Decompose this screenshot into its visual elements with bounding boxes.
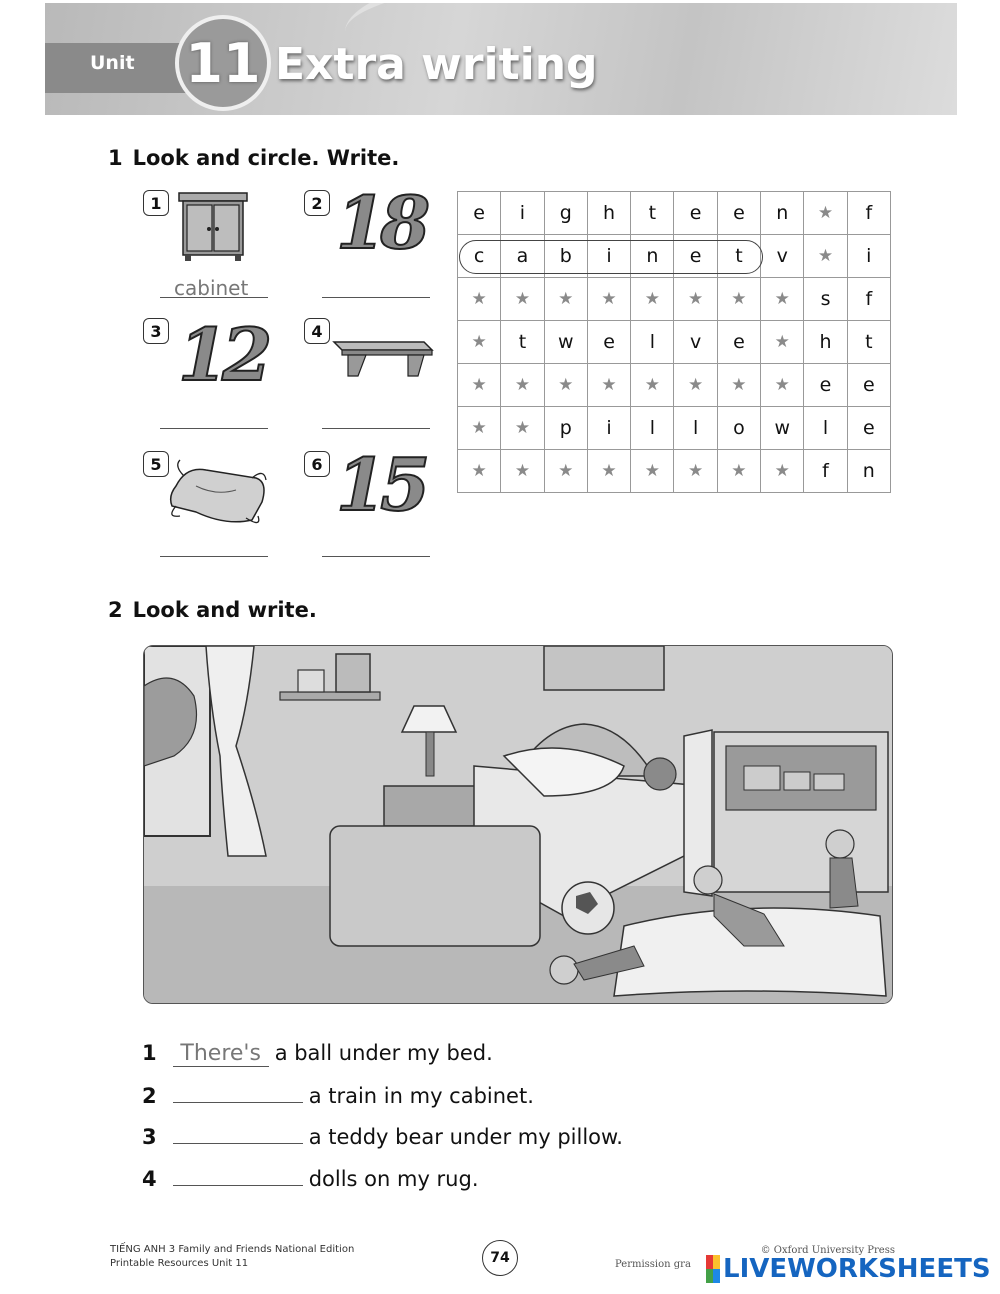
exercise1-number: 1 — [108, 146, 123, 170]
item-6-badge: 6 — [304, 451, 330, 477]
grid-star-cell: ★ — [761, 364, 804, 407]
grid-letter-cell[interactable]: h — [587, 192, 630, 235]
grid-row — [458, 407, 891, 450]
grid-row — [458, 192, 891, 235]
sentence-1-answer[interactable]: There's — [173, 1041, 269, 1067]
doll-1 — [694, 866, 722, 894]
grid-letter-cell[interactable]: e — [717, 192, 760, 235]
grid-star-cell: ★ — [674, 278, 717, 321]
grid-star-cell: ★ — [631, 278, 674, 321]
grid-star-cell: ★ — [587, 364, 630, 407]
grid-letter-cell[interactable]: e — [847, 407, 890, 450]
exercise2-instruction: Look and write. — [132, 598, 317, 622]
grid-star-cell: ★ — [717, 278, 760, 321]
grid-star-cell: ★ — [501, 407, 544, 450]
grid-letter-cell[interactable]: b — [544, 235, 587, 278]
grid-letter-cell[interactable]: i — [587, 407, 630, 450]
item-5-answer-line[interactable] — [160, 556, 268, 557]
number-12-image: 12 — [178, 312, 267, 397]
grid-letter-cell[interactable]: p — [544, 407, 587, 450]
header-banner — [45, 3, 957, 115]
item-2-answer-line[interactable] — [322, 297, 430, 298]
grid-row — [458, 321, 891, 364]
grid-letter-cell[interactable]: e — [717, 321, 760, 364]
grid-star-cell: ★ — [458, 450, 501, 493]
grid-star-cell: ★ — [458, 407, 501, 450]
cabinet-icon — [175, 191, 251, 263]
sentence-4-number: 4 — [142, 1167, 157, 1191]
grid-letter-cell[interactable]: l — [804, 407, 847, 450]
grid-star-cell: ★ — [501, 278, 544, 321]
exercise1-instruction: Look and circle. Write. — [132, 146, 400, 170]
page-number: 74 — [482, 1240, 518, 1276]
grid-star-cell: ★ — [804, 192, 847, 235]
grid-star-cell: ★ — [674, 364, 717, 407]
grid-letter-cell[interactable]: v — [761, 235, 804, 278]
grid-letter-cell[interactable]: e — [804, 364, 847, 407]
grid-letter-cell[interactable]: v — [674, 321, 717, 364]
grid-star-cell: ★ — [717, 364, 760, 407]
grid-row — [458, 278, 891, 321]
permission-text: Permission gra — [615, 1259, 691, 1270]
grid-row — [458, 450, 891, 493]
page-title: Extra writing — [275, 39, 598, 90]
grid-letter-cell[interactable]: e — [458, 192, 501, 235]
unit-number: 11 — [175, 15, 271, 111]
grid-letter-cell[interactable]: i — [587, 235, 630, 278]
liveworksheets-icon — [706, 1255, 720, 1283]
grid-letter-cell[interactable]: a — [501, 235, 544, 278]
sentence-2-number: 2 — [142, 1084, 157, 1108]
grid-star-cell: ★ — [761, 450, 804, 493]
grid-star-cell: ★ — [501, 450, 544, 493]
grid-star-cell: ★ — [544, 364, 587, 407]
item-4-answer-line[interactable] — [322, 428, 430, 429]
bedroom-illustration — [143, 645, 893, 1004]
grid-row — [458, 364, 891, 407]
grid-letter-cell[interactable]: t — [847, 321, 890, 364]
sentence-3-blank[interactable] — [173, 1125, 303, 1144]
grid-letter-cell[interactable]: t — [717, 235, 760, 278]
footer-credits — [110, 1243, 354, 1271]
grid-letter-cell[interactable]: w — [761, 407, 804, 450]
item-3-answer-line[interactable] — [160, 428, 268, 429]
unit-label: Unit — [90, 52, 135, 74]
sentence-2 — [142, 1084, 534, 1108]
sentence-3-text: a teddy bear under my pillow. — [308, 1125, 623, 1149]
bedroom-drawing — [144, 646, 892, 1003]
grid-star-cell: ★ — [804, 235, 847, 278]
grid-letter-cell[interactable]: o — [717, 407, 760, 450]
grid-letter-cell[interactable]: e — [587, 321, 630, 364]
item-4-badge: 4 — [304, 318, 330, 344]
sentence-1 — [142, 1041, 493, 1067]
grid-letter-cell[interactable]: l — [674, 407, 717, 450]
sentence-3-number: 3 — [142, 1125, 157, 1149]
grid-star-cell: ★ — [631, 450, 674, 493]
sentence-2-text: a train in my cabinet. — [308, 1084, 534, 1108]
grid-letter-cell[interactable]: s — [804, 278, 847, 321]
item-5-badge: 5 — [143, 451, 169, 477]
grid-letter-cell[interactable]: f — [847, 278, 890, 321]
grid-letter-cell[interactable]: n — [761, 192, 804, 235]
item-6-answer-line[interactable] — [322, 556, 430, 557]
grid-letter-cell[interactable]: i — [501, 192, 544, 235]
grid-star-cell: ★ — [587, 450, 630, 493]
sentence-4-blank[interactable] — [173, 1167, 303, 1186]
grid-star-cell: ★ — [587, 278, 630, 321]
grid-letter-cell[interactable]: c — [458, 235, 501, 278]
grid-star-cell: ★ — [717, 450, 760, 493]
word-search-grid[interactable] — [457, 191, 891, 493]
grid-letter-cell[interactable]: l — [631, 407, 674, 450]
number-15-image: 15 — [336, 442, 425, 527]
sentence-4-text: dolls on my rug. — [308, 1167, 479, 1191]
grid-letter-cell[interactable]: f — [804, 450, 847, 493]
sentence-3 — [142, 1125, 623, 1149]
grid-letter-cell[interactable]: f — [847, 192, 890, 235]
grid-letter-cell[interactable]: i — [847, 235, 890, 278]
sentence-1-number: 1 — [142, 1041, 157, 1065]
grid-letter-cell[interactable]: n — [847, 450, 890, 493]
grid-star-cell: ★ — [458, 321, 501, 364]
grid-star-cell: ★ — [458, 364, 501, 407]
bed-footboard — [330, 826, 540, 946]
exercise2-number: 2 — [108, 598, 123, 622]
grid-star-cell: ★ — [631, 364, 674, 407]
toy-train — [814, 774, 844, 790]
grid-star-cell: ★ — [674, 450, 717, 493]
liveworksheets-logo[interactable] — [706, 1254, 991, 1284]
grid-letter-cell[interactable]: t — [501, 321, 544, 364]
item-2-badge: 2 — [304, 190, 330, 216]
liveworksheets-brand: LIVEWORKSHEETS — [723, 1254, 991, 1284]
circled-word-cabinet — [459, 240, 763, 274]
grid-star-cell: ★ — [458, 278, 501, 321]
footer-line-2: Printable Resources Unit 11 — [110, 1258, 249, 1269]
grid-star-cell: ★ — [544, 450, 587, 493]
grid-letter-cell[interactable]: t — [631, 192, 674, 235]
item-3-badge: 3 — [143, 318, 169, 344]
grid-letter-cell[interactable]: e — [674, 192, 717, 235]
doll-2 — [826, 830, 854, 858]
grid-star-cell: ★ — [761, 278, 804, 321]
teddy-bear — [644, 758, 676, 790]
copyright-text: © Oxford University Press — [760, 1245, 895, 1256]
exercise2-heading — [108, 598, 317, 622]
grid-letter-cell[interactable]: n — [631, 235, 674, 278]
shelf-icon — [328, 332, 434, 382]
sentence-4 — [142, 1167, 479, 1191]
sentence-2-blank[interactable] — [173, 1084, 303, 1103]
pillow-icon — [166, 456, 270, 528]
grid-star-cell: ★ — [544, 278, 587, 321]
grid-star-cell: ★ — [761, 321, 804, 364]
doll-3 — [550, 956, 578, 984]
item-1-answer: cabinet — [174, 276, 249, 300]
footer-line-1: TIẾNG ANH 3 Family and Friends National Edition — [110, 1244, 355, 1255]
grid-letter-cell[interactable]: h — [804, 321, 847, 364]
grid-letter-cell[interactable]: w — [544, 321, 587, 364]
grid-letter-cell[interactable]: e — [674, 235, 717, 278]
exercise1-heading — [108, 146, 399, 170]
grid-letter-cell[interactable]: l — [631, 321, 674, 364]
item-1-badge: 1 — [143, 190, 169, 216]
sentence-1-text: a ball under my bed. — [274, 1041, 493, 1065]
grid-letter-cell[interactable]: g — [544, 192, 587, 235]
grid-letter-cell[interactable]: e — [847, 364, 890, 407]
wall-shelf — [280, 692, 380, 700]
number-18-image: 18 — [336, 180, 425, 265]
grid-star-cell: ★ — [501, 364, 544, 407]
